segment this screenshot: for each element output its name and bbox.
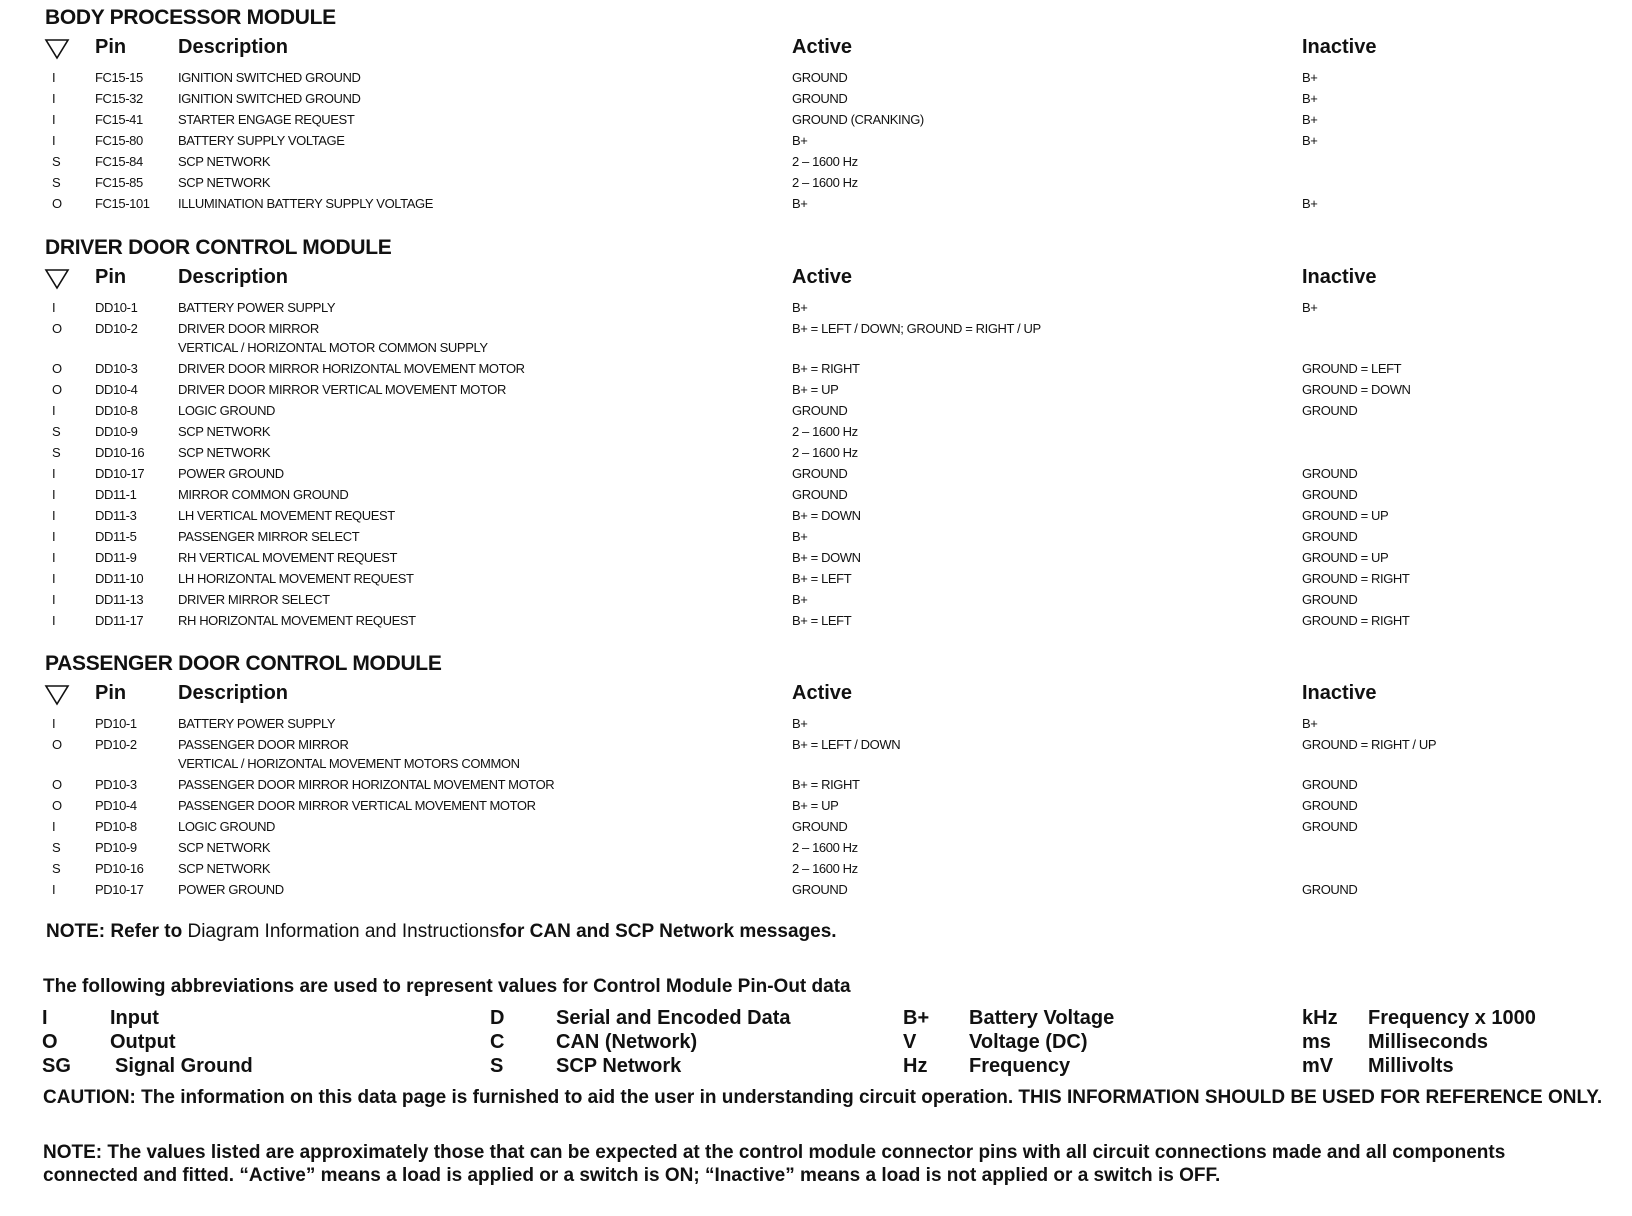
inactive-value: GROUND	[1302, 403, 1358, 418]
pin-rows	[0, 300, 1632, 634]
pin-row	[0, 91, 1632, 112]
pin-description: DRIVER DOOR MIRROR	[178, 321, 319, 336]
pin-description: DRIVER DOOR MIRROR HORIZONTAL MOVEMENT MOTOR	[178, 361, 525, 376]
active-value: GROUND (CRANKING)	[792, 112, 924, 127]
pin-type: I	[52, 300, 56, 315]
pin-description-cont: VERTICAL / HORIZONTAL MOVEMENT MOTORS COMMON	[178, 756, 520, 771]
abbr-code: S	[490, 1055, 504, 1077]
inactive-value: GROUND = LEFT	[1302, 361, 1402, 376]
active-value: GROUND	[792, 70, 848, 85]
pin-type: S	[52, 445, 61, 460]
active-header: Active	[792, 266, 853, 288]
active-value: B+	[792, 300, 808, 315]
note-reference: Diagram Information and Instructions	[187, 921, 500, 942]
abbr-meaning: SCP Network	[556, 1055, 682, 1077]
pin-id: FC15-84	[95, 154, 143, 169]
values-note: NOTE: The values listed are approximately those that can be expected at the control module connector pins with all circuit connections made and all components connected and fitted. “Active” means a load is applied or a switch is ON; “Inactive” means a load is not applied or a switch is OFF.	[43, 1142, 1506, 1186]
module-title: PASSENGER DOOR CONTROL MODULE	[45, 652, 442, 675]
pin-type: I	[52, 819, 56, 834]
pin-id: PD10-16	[95, 861, 144, 876]
abbr-meaning: Millivolts	[1368, 1055, 1454, 1077]
inactive-value: B+	[1302, 70, 1318, 85]
pin-type: I	[52, 571, 56, 586]
pin-row	[0, 529, 1632, 550]
pin-id: DD11-9	[95, 550, 137, 565]
active-header: Active	[792, 682, 853, 704]
pin-row	[0, 361, 1632, 382]
active-value: GROUND	[792, 403, 848, 418]
abbr-meaning: Input	[110, 1007, 159, 1029]
abbr-code: Hz	[903, 1055, 928, 1077]
abbr-meaning: Voltage (DC)	[969, 1031, 1088, 1053]
pin-id: FC15-32	[95, 91, 143, 106]
module-title: BODY PROCESSOR MODULE	[45, 6, 336, 29]
pin-description: SCP NETWORK	[178, 840, 271, 855]
pin-id: DD11-1	[95, 487, 137, 502]
pin-id: DD10-2	[95, 321, 138, 336]
pin-row	[0, 403, 1632, 424]
pin-row	[0, 133, 1632, 154]
active-header: Active	[792, 36, 853, 58]
abbr-meaning: CAN (Network)	[556, 1031, 698, 1053]
inactive-header: Inactive	[1302, 266, 1377, 288]
pin-header: Pin	[95, 36, 127, 58]
pin-type: S	[52, 175, 61, 190]
pin-description: RH VERTICAL MOVEMENT REQUEST	[178, 550, 397, 565]
abbr-code: O	[42, 1031, 58, 1053]
pin-description: BATTERY POWER SUPPLY	[178, 716, 336, 731]
inactive-value: GROUND	[1302, 529, 1358, 544]
pin-type: O	[52, 321, 62, 336]
pin-type: S	[52, 840, 61, 855]
abbr-code: V	[903, 1031, 917, 1053]
pin-id: FC15-85	[95, 175, 143, 190]
pin-row	[0, 300, 1632, 321]
inactive-value: B+	[1302, 91, 1318, 106]
pin-description: POWER GROUND	[178, 466, 284, 481]
pin-row	[0, 882, 1632, 903]
pin-description: LH HORIZONTAL MOVEMENT REQUEST	[178, 571, 414, 586]
pin-id: FC15-41	[95, 112, 143, 127]
pin-row	[0, 550, 1632, 571]
module-section	[0, 652, 1632, 902]
module-title: DRIVER DOOR CONTROL MODULE	[45, 236, 392, 259]
pin-id: DD10-3	[95, 361, 138, 376]
pin-rows	[0, 716, 1632, 903]
pin-type: O	[52, 737, 62, 752]
abbr-meaning: Frequency x 1000	[1368, 1007, 1536, 1029]
pin-type: I	[52, 403, 56, 418]
pin-id: PD10-1	[95, 716, 137, 731]
pin-type: O	[52, 798, 62, 813]
pin-row	[0, 196, 1632, 217]
abbr-code: kHz	[1302, 1007, 1338, 1029]
pin-row	[0, 716, 1632, 737]
pin-description: LH VERTICAL MOVEMENT REQUEST	[178, 508, 395, 523]
inactive-value: B+	[1302, 112, 1318, 127]
inactive-value: GROUND = RIGHT / UP	[1302, 737, 1437, 752]
active-value: GROUND	[792, 882, 848, 897]
active-value: B+	[792, 133, 808, 148]
inactive-value: GROUND	[1302, 487, 1358, 502]
pin-row	[0, 861, 1632, 882]
caution-text: CAUTION: The information on this data page is furnished to aid the user in understanding circuit operation. THIS INFORMATION SHOULD BE USED FOR REFERENCE ONLY.	[43, 1087, 1603, 1108]
pin-row	[0, 840, 1632, 861]
pin-header: Pin	[95, 266, 127, 288]
pin-row	[0, 424, 1632, 445]
pin-type: O	[52, 777, 62, 792]
active-value: 2 – 1600 Hz	[792, 445, 858, 460]
pin-row	[0, 382, 1632, 403]
inactive-value: B+	[1302, 300, 1318, 315]
pin-description: BATTERY POWER SUPPLY	[178, 300, 336, 315]
inactive-value: GROUND	[1302, 466, 1358, 481]
pin-description-cont: VERTICAL / HORIZONTAL MOTOR COMMON SUPPLY	[178, 340, 488, 355]
module-section	[0, 236, 1632, 626]
abbreviations-heading: The following abbreviations are used to represent values for Control Module Pin-Out data	[43, 976, 851, 997]
pin-description: STARTER ENGAGE REQUEST	[178, 112, 355, 127]
pin-type: S	[52, 861, 61, 876]
inactive-value: GROUND = RIGHT	[1302, 571, 1410, 586]
inactive-value: B+	[1302, 196, 1318, 211]
pin-type: I	[52, 91, 56, 106]
inactive-value: GROUND = UP	[1302, 508, 1389, 523]
abbr-code: D	[490, 1007, 505, 1029]
pin-id: PD10-8	[95, 819, 137, 834]
pin-row	[0, 445, 1632, 466]
active-value: B+ = DOWN	[792, 550, 861, 565]
active-value: 2 – 1600 Hz	[792, 861, 858, 876]
active-value: 2 – 1600 Hz	[792, 154, 858, 169]
active-value: B+	[792, 592, 808, 607]
abbr-code: I	[42, 1007, 48, 1029]
pin-type: S	[52, 154, 61, 169]
pin-id: DD10-17	[95, 466, 145, 481]
pin-id: PD10-2	[95, 737, 137, 752]
pin-id: DD11-13	[95, 592, 144, 607]
pin-id: DD11-3	[95, 508, 137, 523]
pin-id: FC15-15	[95, 70, 143, 85]
abbr-code: SG	[42, 1055, 71, 1077]
pin-type: I	[52, 613, 56, 628]
inactive-header: Inactive	[1302, 682, 1377, 704]
pin-description: ILLUMINATION BATTERY SUPPLY VOLTAGE	[178, 196, 433, 211]
pin-id: DD10-8	[95, 403, 138, 418]
pin-id: DD10-4	[95, 382, 138, 397]
active-value: B+	[792, 529, 808, 544]
note-suffix: for CAN and SCP Network messages.	[499, 921, 837, 942]
inactive-value: GROUND = UP	[1302, 550, 1389, 565]
pin-description: SCP NETWORK	[178, 175, 271, 190]
pin-id: PD10-9	[95, 840, 137, 855]
pin-row	[0, 592, 1632, 613]
network-note	[46, 921, 837, 943]
pin-description: DRIVER DOOR MIRROR VERTICAL MOVEMENT MOTOR	[178, 382, 506, 397]
pin-type: O	[52, 196, 62, 211]
pin-description: POWER GROUND	[178, 882, 284, 897]
inactive-header: Inactive	[1302, 36, 1377, 58]
pin-description: SCP NETWORK	[178, 424, 271, 439]
triangle-icon	[44, 268, 70, 290]
pin-type: I	[52, 716, 56, 731]
pin-type: S	[52, 424, 61, 439]
pin-rows	[0, 70, 1632, 217]
active-value: 2 – 1600 Hz	[792, 175, 858, 190]
pin-type: I	[52, 550, 56, 565]
pin-row	[0, 777, 1632, 798]
inactive-value: GROUND	[1302, 819, 1358, 834]
pin-id: DD11-10	[95, 571, 144, 586]
triangle-icon	[44, 38, 70, 60]
active-value: B+ = UP	[792, 382, 839, 397]
pin-row	[0, 175, 1632, 196]
pin-description: DRIVER MIRROR SELECT	[178, 592, 330, 607]
pin-type: I	[52, 466, 56, 481]
pin-id: PD10-4	[95, 798, 137, 813]
pin-id: DD11-17	[95, 613, 144, 628]
pin-id: DD10-1	[95, 300, 138, 315]
abbr-meaning: Milliseconds	[1368, 1031, 1489, 1053]
pin-type: I	[52, 508, 56, 523]
abbr-meaning: Serial and Encoded Data	[556, 1007, 791, 1029]
active-value: GROUND	[792, 487, 848, 502]
inactive-value: B+	[1302, 133, 1318, 148]
pin-description: PASSENGER DOOR MIRROR HORIZONTAL MOVEMENT MOTOR	[178, 777, 555, 792]
description-header: Description	[178, 266, 289, 288]
pin-description: SCP NETWORK	[178, 154, 271, 169]
pin-description: IGNITION SWITCHED GROUND	[178, 91, 361, 106]
active-value: 2 – 1600 Hz	[792, 424, 858, 439]
abbr-meaning: Frequency	[969, 1055, 1071, 1077]
active-value: 2 – 1600 Hz	[792, 840, 858, 855]
pin-id: PD10-17	[95, 882, 144, 897]
pin-row	[0, 798, 1632, 819]
pin-row	[0, 487, 1632, 508]
pin-row	[0, 112, 1632, 133]
pin-description: BATTERY SUPPLY VOLTAGE	[178, 133, 345, 148]
pin-description: IGNITION SWITCHED GROUND	[178, 70, 361, 85]
pin-row	[0, 466, 1632, 487]
abbr-code: B+	[903, 1007, 930, 1029]
pin-type: O	[52, 361, 62, 376]
pin-description: PASSENGER DOOR MIRROR VERTICAL MOVEMENT MOTOR	[178, 798, 536, 813]
active-value: GROUND	[792, 91, 848, 106]
pin-id: FC15-80	[95, 133, 143, 148]
active-value: B+	[792, 196, 808, 211]
triangle-icon	[44, 684, 70, 706]
active-value: B+ = RIGHT	[792, 777, 860, 792]
abbr-meaning: Output	[110, 1031, 176, 1053]
pin-type: O	[52, 382, 62, 397]
pin-row	[0, 571, 1632, 592]
pin-id: DD11-5	[95, 529, 137, 544]
active-value: B+	[792, 716, 808, 731]
abbr-meaning: Battery Voltage	[969, 1007, 1115, 1029]
pin-type: I	[52, 882, 56, 897]
abbr-code: mV	[1302, 1055, 1334, 1077]
pin-type: I	[52, 592, 56, 607]
pin-id: DD10-9	[95, 424, 138, 439]
pin-row	[0, 613, 1632, 634]
inactive-value: GROUND	[1302, 882, 1358, 897]
description-header: Description	[178, 36, 289, 58]
module-section	[0, 6, 1632, 216]
pin-description: RH HORIZONTAL MOVEMENT REQUEST	[178, 613, 416, 628]
pin-id: FC15-101	[95, 196, 150, 211]
active-value: B+ = LEFT	[792, 613, 852, 628]
inactive-value: GROUND	[1302, 777, 1358, 792]
description-header: Description	[178, 682, 289, 704]
inactive-value: GROUND = DOWN	[1302, 382, 1411, 397]
pin-description: MIRROR COMMON GROUND	[178, 487, 349, 502]
pin-description: SCP NETWORK	[178, 861, 271, 876]
pin-description: LOGIC GROUND	[178, 819, 276, 834]
active-value: B+ = LEFT	[792, 571, 852, 586]
active-value: B+ = LEFT / DOWN; GROUND = RIGHT / UP	[792, 321, 1041, 336]
pin-type: I	[52, 487, 56, 502]
pin-row	[0, 737, 1632, 777]
pin-row	[0, 321, 1632, 361]
active-value: B+ = LEFT / DOWN	[792, 737, 901, 752]
pin-row	[0, 508, 1632, 529]
pin-description: SCP NETWORK	[178, 445, 271, 460]
pin-row	[0, 70, 1632, 91]
abbr-meaning: Signal Ground	[115, 1055, 253, 1077]
inactive-value: GROUND	[1302, 592, 1358, 607]
pin-type: I	[52, 70, 56, 85]
pin-description: LOGIC GROUND	[178, 403, 276, 418]
pin-header: Pin	[95, 682, 127, 704]
active-value: B+ = UP	[792, 798, 839, 813]
pin-id: DD10-16	[95, 445, 145, 460]
pin-row	[0, 819, 1632, 840]
active-value: B+ = DOWN	[792, 508, 861, 523]
active-value: GROUND	[792, 466, 848, 481]
pin-type: I	[52, 529, 56, 544]
note-prefix: NOTE: Refer to	[46, 921, 183, 942]
pin-description: PASSENGER DOOR MIRROR	[178, 737, 349, 752]
active-value: B+ = RIGHT	[792, 361, 860, 376]
inactive-value: B+	[1302, 716, 1318, 731]
pin-type: I	[52, 133, 56, 148]
inactive-value: GROUND	[1302, 798, 1358, 813]
pin-type: I	[52, 112, 56, 127]
inactive-value: GROUND = RIGHT	[1302, 613, 1410, 628]
abbr-code: C	[490, 1031, 505, 1053]
abbr-code: ms	[1302, 1031, 1331, 1053]
pin-id: PD10-3	[95, 777, 137, 792]
pin-row	[0, 154, 1632, 175]
pin-description: PASSENGER MIRROR SELECT	[178, 529, 360, 544]
active-value: GROUND	[792, 819, 848, 834]
